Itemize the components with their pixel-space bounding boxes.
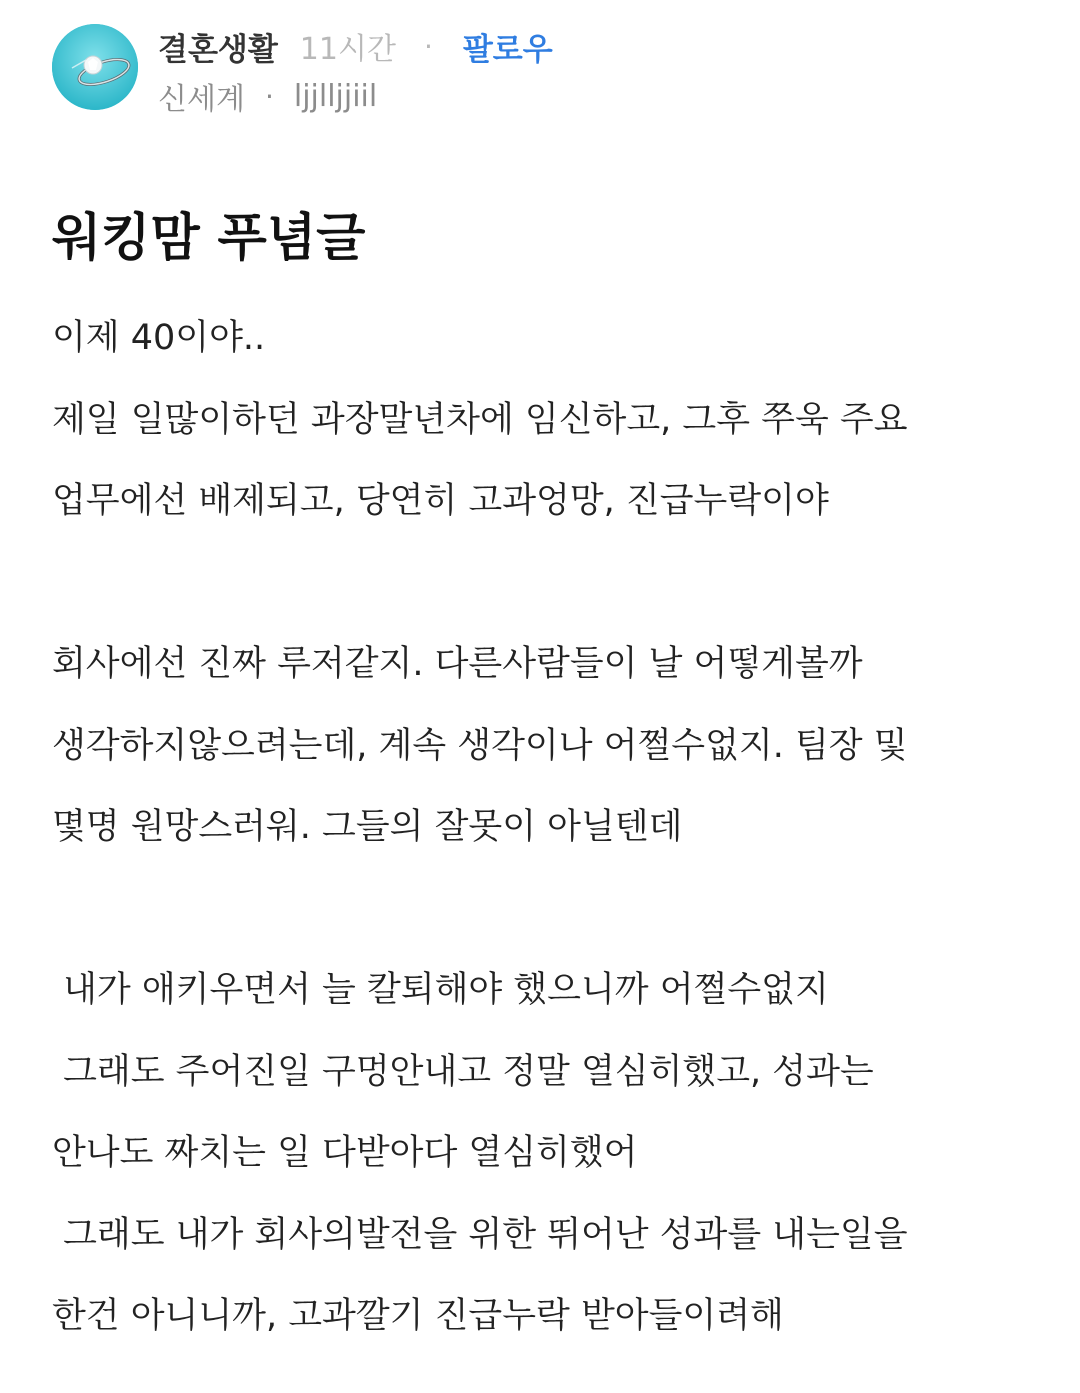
follow-button[interactable]: 팔로우: [462, 31, 553, 68]
body-line: 생각하지않으려는데, 계속 생각이나 어쩔수없지. 팀장 및: [52, 725, 908, 766]
body-line: 몇명 원망스러워. 그들의 잘못이 아닐텐데: [52, 807, 683, 847]
body-line: 이제 40이야..: [52, 318, 266, 358]
body-line: 그래도 주어진일 구멍안내고 정말 열심히했고, 성과는: [52, 1051, 874, 1092]
avatar[interactable]: [52, 24, 138, 110]
ring-avatar-icon: [52, 24, 138, 110]
body-line: 회사에선 진짜 루저같지. 다른사람들이 날 어떻게볼까: [52, 644, 863, 684]
body-line: 한건 아니니까, 고과깔기 진급누락 받아들이려해: [52, 1296, 784, 1336]
body-line: [52, 543, 1052, 625]
company-name[interactable]: 신세계: [158, 82, 245, 117]
body-line: 업무에선 배제되고, 당연히 고과엉망, 진급누락이야: [52, 481, 829, 521]
dot-separator: ·: [264, 79, 274, 113]
body-line: [52, 869, 1052, 951]
category-label[interactable]: 결혼생활: [158, 31, 278, 68]
post-time: 11시간: [299, 32, 396, 67]
post-body: [52, 298, 1052, 1358]
meta-row-bottom: [158, 76, 377, 116]
dot-separator: ·: [423, 29, 433, 63]
author-nickname[interactable]: ljjlljjiil: [293, 78, 378, 114]
body-line: 안나도 짜치는 일 다받아다 열심히했어: [52, 1133, 638, 1173]
body-line: 내가 애키우면서 늘 칼퇴해야 했으니까 어쩔수없지: [52, 970, 829, 1010]
body-line: 제일 일많이하던 과장말년차에 임신하고, 그후 쭈욱 주요: [52, 399, 908, 440]
post-header: [52, 24, 1032, 116]
meta-row-top: [158, 26, 553, 66]
body-line: 그래도 내가 회사의발전을 위한 뛰어난 성과를 내는일을: [52, 1214, 908, 1255]
post-title: 워킹맘 푸념글: [52, 209, 366, 268]
